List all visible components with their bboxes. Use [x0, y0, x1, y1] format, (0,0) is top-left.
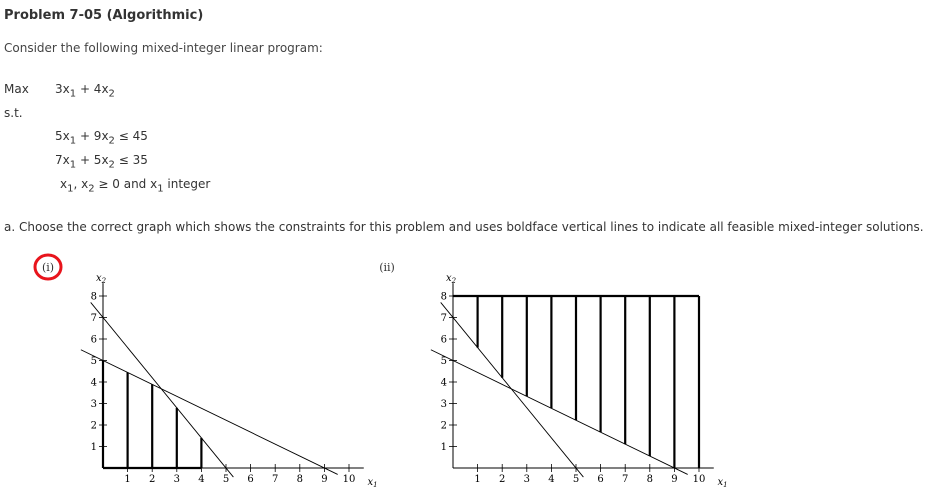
constraint-line: [441, 302, 584, 477]
y-axis-label: $x_2$: [95, 273, 107, 286]
x-tick-label: 7: [272, 474, 279, 485]
y-tick-label: 2: [90, 420, 97, 432]
x-tick-label: 10: [692, 474, 706, 485]
y-tick-label: 8: [440, 291, 447, 303]
x-tick-label: 3: [523, 474, 530, 485]
problem-title: Problem 7-05 (Algorithmic): [4, 8, 204, 23]
x-tick-label: 8: [646, 474, 653, 485]
y-tick-label: 2: [440, 420, 447, 432]
y-tick-label: 4: [440, 377, 447, 389]
y-tick-label: 5: [440, 356, 447, 367]
graph-option-label: (ii): [379, 261, 395, 274]
x-tick-label: 4: [198, 474, 205, 485]
y-tick-label: 6: [440, 334, 447, 346]
x-axis-label: $x_1$: [717, 477, 728, 489]
graph-ii-svg: [370, 255, 728, 500]
y-tick-label: 7: [90, 313, 97, 324]
y-axis-label: $x_2$: [445, 273, 457, 286]
y-tick-label: 1: [90, 442, 97, 453]
x-tick-label: 1: [124, 474, 131, 485]
y-tick-label: 8: [90, 291, 97, 303]
x-tick-label: 1: [474, 474, 481, 485]
x-tick-label: 10: [342, 474, 356, 485]
problem-intro: Consider the following mixed-integer linear program:: [4, 41, 323, 55]
y-tick-label: 5: [90, 356, 97, 367]
x-tick-label: 9: [671, 474, 678, 485]
y-tick-label: 7: [440, 313, 447, 324]
constraint-1: $5x_1 + 9x_2 \le 45$: [55, 129, 148, 147]
y-tick-label: 1: [440, 442, 447, 453]
y-tick-label: 6: [90, 334, 97, 346]
y-tick-label: 3: [90, 399, 97, 410]
x-tick-label: 2: [499, 474, 506, 485]
constraint-3: $x_1$, $x_2 \ge 0$ and $x_1$ integer: [60, 177, 211, 195]
x-tick-label: 8: [296, 474, 303, 485]
x-tick-label: 7: [622, 474, 629, 485]
constraint-line: [91, 302, 234, 477]
x-tick-label: 5: [222, 474, 230, 485]
constraint-2: $7x_1 + 5x_2 \le 35$: [55, 153, 148, 171]
x-axis-label: $x_1$: [367, 477, 378, 489]
graph-option-label: (i): [41, 261, 55, 274]
y-tick-label: 4: [90, 377, 97, 389]
max-label: Max: [4, 82, 29, 96]
y-tick-label: 3: [440, 399, 447, 410]
x-tick-label: 4: [548, 474, 555, 485]
question-text: a. Choose the correct graph which shows the constraints for this problem and uses boldface vertical lines to indicate all feasible mixed-integer solutions.: [4, 220, 924, 234]
x-tick-label: 5: [572, 474, 580, 485]
x-tick-label: 3: [173, 474, 180, 485]
x-tick-label: 6: [597, 474, 604, 485]
subject-to-label: s.t.: [4, 106, 23, 120]
x-tick-label: 6: [247, 474, 254, 485]
x-tick-label: 2: [149, 474, 156, 485]
objective-function: $3x_1 + 4x_2$: [55, 82, 115, 100]
constraint-line: [81, 350, 338, 475]
graph-i-svg: [20, 255, 378, 500]
graph-option-ii[interactable]: [370, 255, 728, 500]
x-tick-label: 9: [321, 474, 328, 485]
graph-option-i[interactable]: [20, 255, 378, 500]
